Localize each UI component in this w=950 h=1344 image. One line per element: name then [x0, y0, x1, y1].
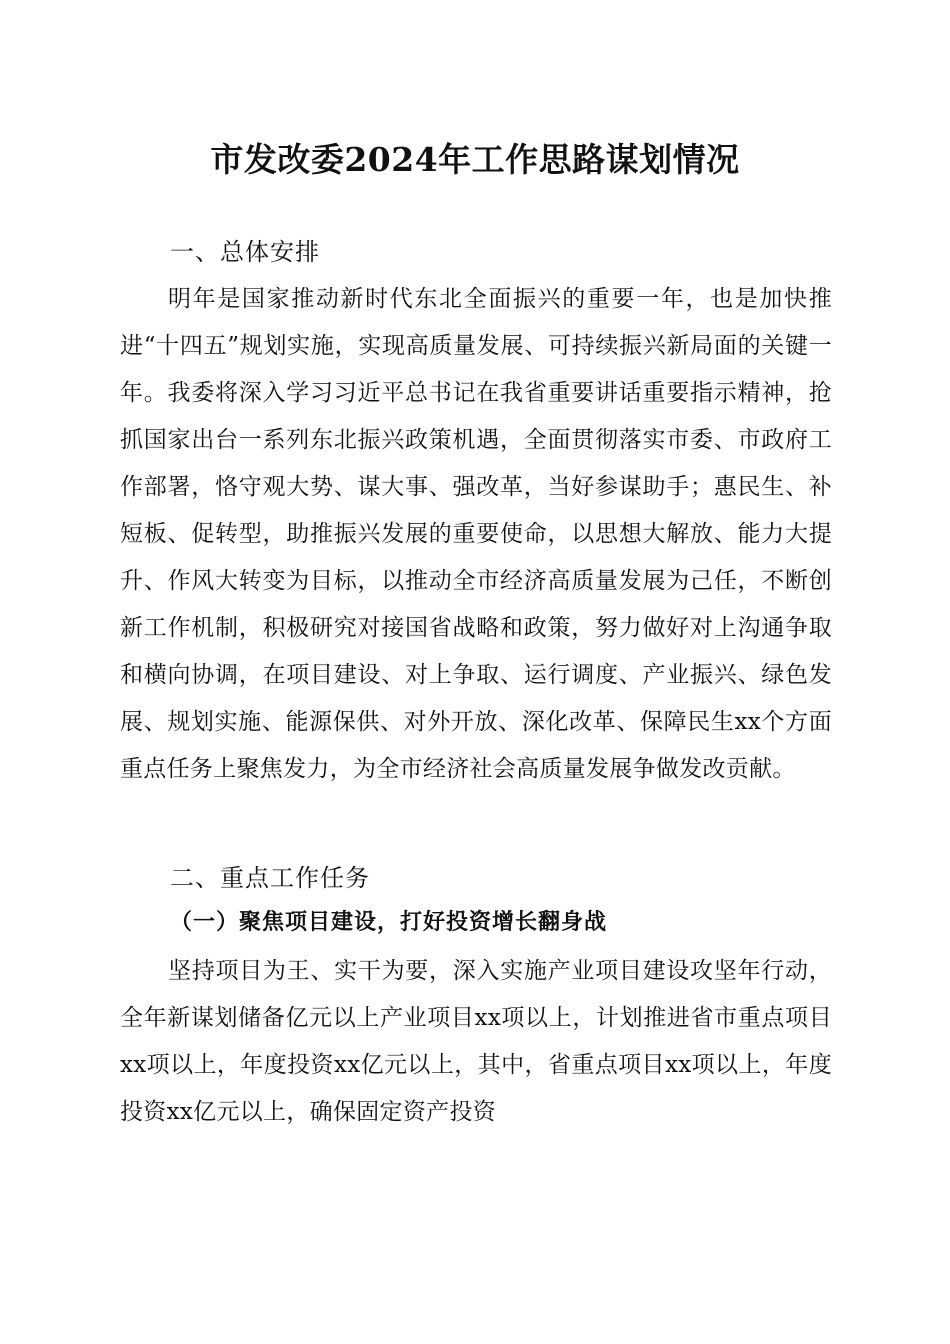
- project-construction-paragraph: 坚持项目为王、实干为要，深入实施产业项目建设攻坚年行动，全年新谋划储备亿元以上产业项目xx项以上，计划推进省市重点项目xx项以上，年度投资xx亿元以上，其中，省重点项目xx项以上，年度投资xx亿元以上，确保固定资产投资: [120, 958, 832, 1125]
- document-title: 市发改委2024年工作思路谋划情况: [210, 140, 740, 179]
- section-heading-overall-arrangement: 一、总体安排: [170, 238, 320, 266]
- section-heading-key-tasks: 二、重点工作任务: [170, 864, 370, 892]
- subsection-heading-project-construction: （一）聚焦项目建设，打好投资增长翻身战: [170, 909, 608, 935]
- overall-arrangement-paragraph: 明年是国家推动新时代东北全面振兴的重要一年，也是加快推进“十四五”规划实施，实现高质量发展、可持续振兴新局面的关键一年。我委将深入学习习近平总书记在我省重要讲话重要指示精神，抢抓国家出台一系列东北振兴政策机遇，全面贯彻落实市委、市政府工作部署，恪守观大势、谋大事、强改革，当好参谋助手；惠民生、补短板、促转型，助推振兴发展的重要使命，以思想大解放、能力大提升、作风大转变为目标，以推动全市经济高质量发展为己任，不断创新工作机制，积极研究对接国省战略和政策，努力做好对上沟通争取和横向协调，在项目建设、对上争取、运行调度、产业振兴、绿色发展、规划实施、能源保供、对外开放、深化改革、保障民生xx个方面重点任务上聚焦发力，为全市经济社会高质量发展争做发改贡献。: [120, 286, 832, 782]
